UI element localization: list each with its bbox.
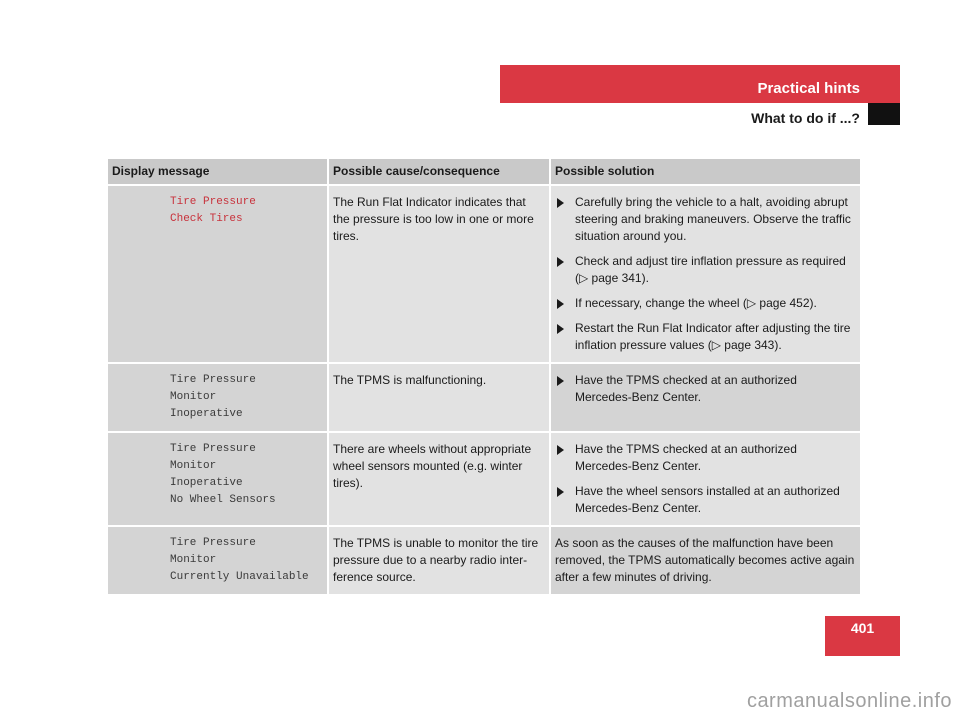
arrow-right-icon bbox=[557, 198, 564, 208]
display-message-line: Tire Pressure bbox=[170, 537, 256, 549]
display-message-line: Tire Pressure bbox=[170, 374, 256, 386]
solution-cell: As soon as the causes of the malfunction have been removed, the TPMS automatically becomes active again after a few minutes of driving. bbox=[550, 526, 860, 594]
solution-step bbox=[555, 295, 856, 312]
display-message-line: No Wheel Sensors bbox=[170, 494, 276, 506]
display-message-line: Tire Pressure bbox=[170, 196, 256, 208]
display-message-cell bbox=[108, 363, 328, 432]
display-message-cell bbox=[108, 185, 328, 363]
solution-step bbox=[555, 441, 856, 475]
display-message-line: Inoperative bbox=[170, 408, 243, 420]
arrow-right-icon bbox=[557, 324, 564, 334]
display-message-line: Inoperative bbox=[170, 477, 243, 489]
solution-cell bbox=[550, 185, 860, 363]
solution-cell bbox=[550, 432, 860, 526]
display-message-cell bbox=[108, 432, 328, 526]
display-message-line: Monitor bbox=[170, 391, 217, 403]
display-message-line: Monitor bbox=[170, 554, 217, 566]
display-message bbox=[170, 372, 323, 423]
table-row bbox=[108, 185, 860, 363]
solution-step bbox=[555, 253, 856, 287]
solution-step bbox=[555, 320, 856, 354]
display-message-cell bbox=[108, 526, 328, 594]
solution-step-text: Have the TPMS checked at an authorized Mercedes-Benz Center. bbox=[575, 373, 797, 404]
arrow-right-icon bbox=[557, 445, 564, 455]
solution-step-text: Have the wheel sensors installed at an authorized Mercedes-Benz Center. bbox=[575, 484, 840, 515]
page-number: 401 bbox=[850, 620, 875, 636]
solution-step bbox=[555, 483, 856, 517]
cause-cell: The TPMS is unable to monitor the tire pressure due to a nearby radio inter-ference source. bbox=[328, 526, 550, 594]
solution-step-text: Have the TPMS checked at an authorized Mercedes-Benz Center. bbox=[575, 442, 797, 473]
column-header-solution: Possible solution bbox=[550, 159, 860, 185]
arrow-right-icon bbox=[557, 257, 564, 267]
table-row bbox=[108, 526, 860, 594]
cause-cell: The Run Flat Indicator indicates that the pressure is too low in one or more tires. bbox=[328, 185, 550, 363]
table-row bbox=[108, 432, 860, 526]
display-message bbox=[170, 441, 323, 509]
column-header-display-message: Display message bbox=[108, 159, 328, 185]
display-message-line: Tire Pressure bbox=[170, 443, 256, 455]
watermark: carmanualsonline.info bbox=[746, 690, 952, 712]
solution-step bbox=[555, 194, 856, 245]
display-message bbox=[170, 194, 323, 228]
arrow-right-icon bbox=[557, 487, 564, 497]
solution-step-text: Restart the Run Flat Indicator after adjusting the tire inflation pressure values (▷ page 343). bbox=[575, 321, 851, 352]
cause-cell: There are wheels without appropriate wheel sensors mounted (e.g. winter tires). bbox=[328, 432, 550, 526]
display-message-line: Currently Unavailable bbox=[170, 571, 309, 583]
display-message-table bbox=[108, 159, 860, 594]
display-message-line: Monitor bbox=[170, 460, 217, 472]
corner-marker bbox=[868, 103, 900, 125]
display-message-line: Check Tires bbox=[170, 213, 243, 225]
solution-step-text: Carefully bring the vehicle to a halt, avoiding abrupt steering and braking maneuvers. Observe the traffic situation around you. bbox=[575, 195, 851, 243]
page-subtitle: What to do if ...? bbox=[751, 110, 860, 126]
cause-cell: The TPMS is malfunctioning. bbox=[328, 363, 550, 432]
display-message bbox=[170, 535, 323, 586]
column-header-cause: Possible cause/consequence bbox=[328, 159, 550, 185]
arrow-right-icon bbox=[557, 299, 564, 309]
solution-step bbox=[555, 372, 856, 406]
section-title: Practical hints bbox=[757, 80, 860, 97]
solution-step-text: If necessary, change the wheel (▷ page 452). bbox=[575, 296, 817, 310]
solution-step-text: Check and adjust tire inflation pressure as required (▷ page 341). bbox=[575, 254, 846, 285]
arrow-right-icon bbox=[557, 376, 564, 386]
table-row bbox=[108, 363, 860, 432]
solution-cell bbox=[550, 363, 860, 432]
table-header-row bbox=[108, 159, 860, 185]
